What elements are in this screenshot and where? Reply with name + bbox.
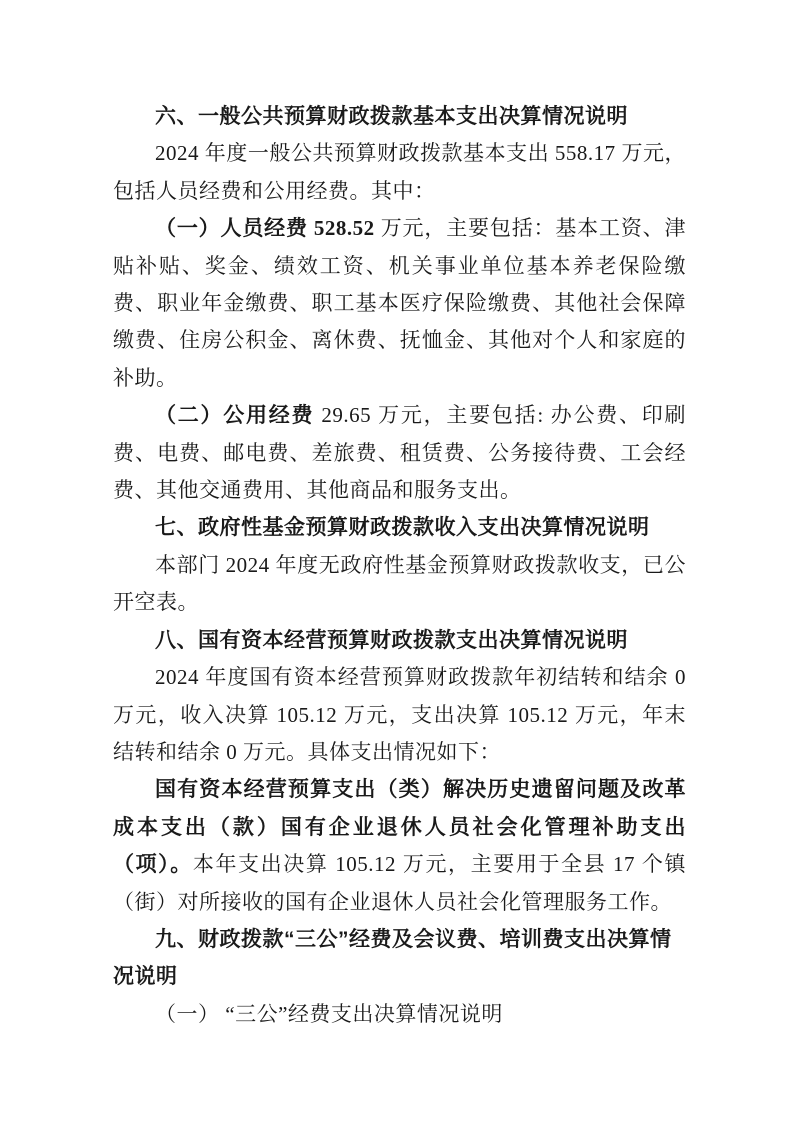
personnel-expense-detail-text: 万元，主要包括：基本工资、津贴补贴、奖金、绩效工资、机关事业单位基本养老保险缴费、职业年金缴费、职工基本医疗保险缴费、其他社会保障缴费、住房公积金、离休费、抚恤金、其他对个人和家庭的补助。 bbox=[113, 216, 687, 390]
section-6-personnel-paragraph bbox=[113, 210, 686, 397]
section-7-heading: 七、政府性基金预算财政拨款收入支出决算情况说明 bbox=[155, 516, 650, 540]
public-expense-detail-text: 29.65 万元，主要包括: 办公费、印刷费、电费、邮电费、差旅费、租赁费、公务接待费、工会经费、其他交通费用、其他商品和服务支出。 bbox=[113, 403, 687, 503]
section-6-public-paragraph bbox=[113, 397, 686, 509]
state-capital-budget-bold-lead: 国有资本经营预算支出（类）解决历史遗留问题及改革成本支出（款）国有企业退休人员社会化管理补助支出（项）。 bbox=[113, 777, 686, 877]
section-8-detail-paragraph bbox=[113, 771, 686, 921]
state-capital-budget-detail-text: 本年支出决算 105.12 万元，主要用于全县 17 个镇（街）对所接收的国有企业退休人员社会化管理服务工作。 bbox=[113, 852, 686, 914]
section-8-heading: 八、国有资本经营预算财政拨款支出决算情况说明 bbox=[155, 628, 628, 652]
personnel-expense-bold-lead: （一）人员经费 528.52 bbox=[155, 216, 375, 241]
public-expense-bold-lead: （二）公用经费 bbox=[155, 403, 315, 428]
section-9-sub-heading-1: （一） “三公”经费支出决算情况说明 bbox=[155, 1001, 503, 1026]
section-8-intro-paragraph: 2024 年度国有资本经营预算财政拨款年初结转和结余 0 万元，收入决算 105.12 万元，支出决算 105.12 万元，年末结转和结余 0 万元。具体支出情况如下： bbox=[113, 665, 686, 764]
section-6-intro-paragraph: 2024 年度一般公共预算财政拨款基本支出 558.17 万元，包括人员经费和公用经费。其中： bbox=[113, 141, 686, 203]
section-6-heading: 六、一般公共预算财政拨款基本支出决算情况说明 bbox=[155, 105, 628, 128]
section-7-body-paragraph: 本部门 2024 年度无政府性基金预算财政拨款收支，已公开空表。 bbox=[113, 552, 686, 615]
section-9-heading: 九、财政拨款“三公”经费及会议费、培训费支出决算情况说明 bbox=[113, 927, 672, 989]
